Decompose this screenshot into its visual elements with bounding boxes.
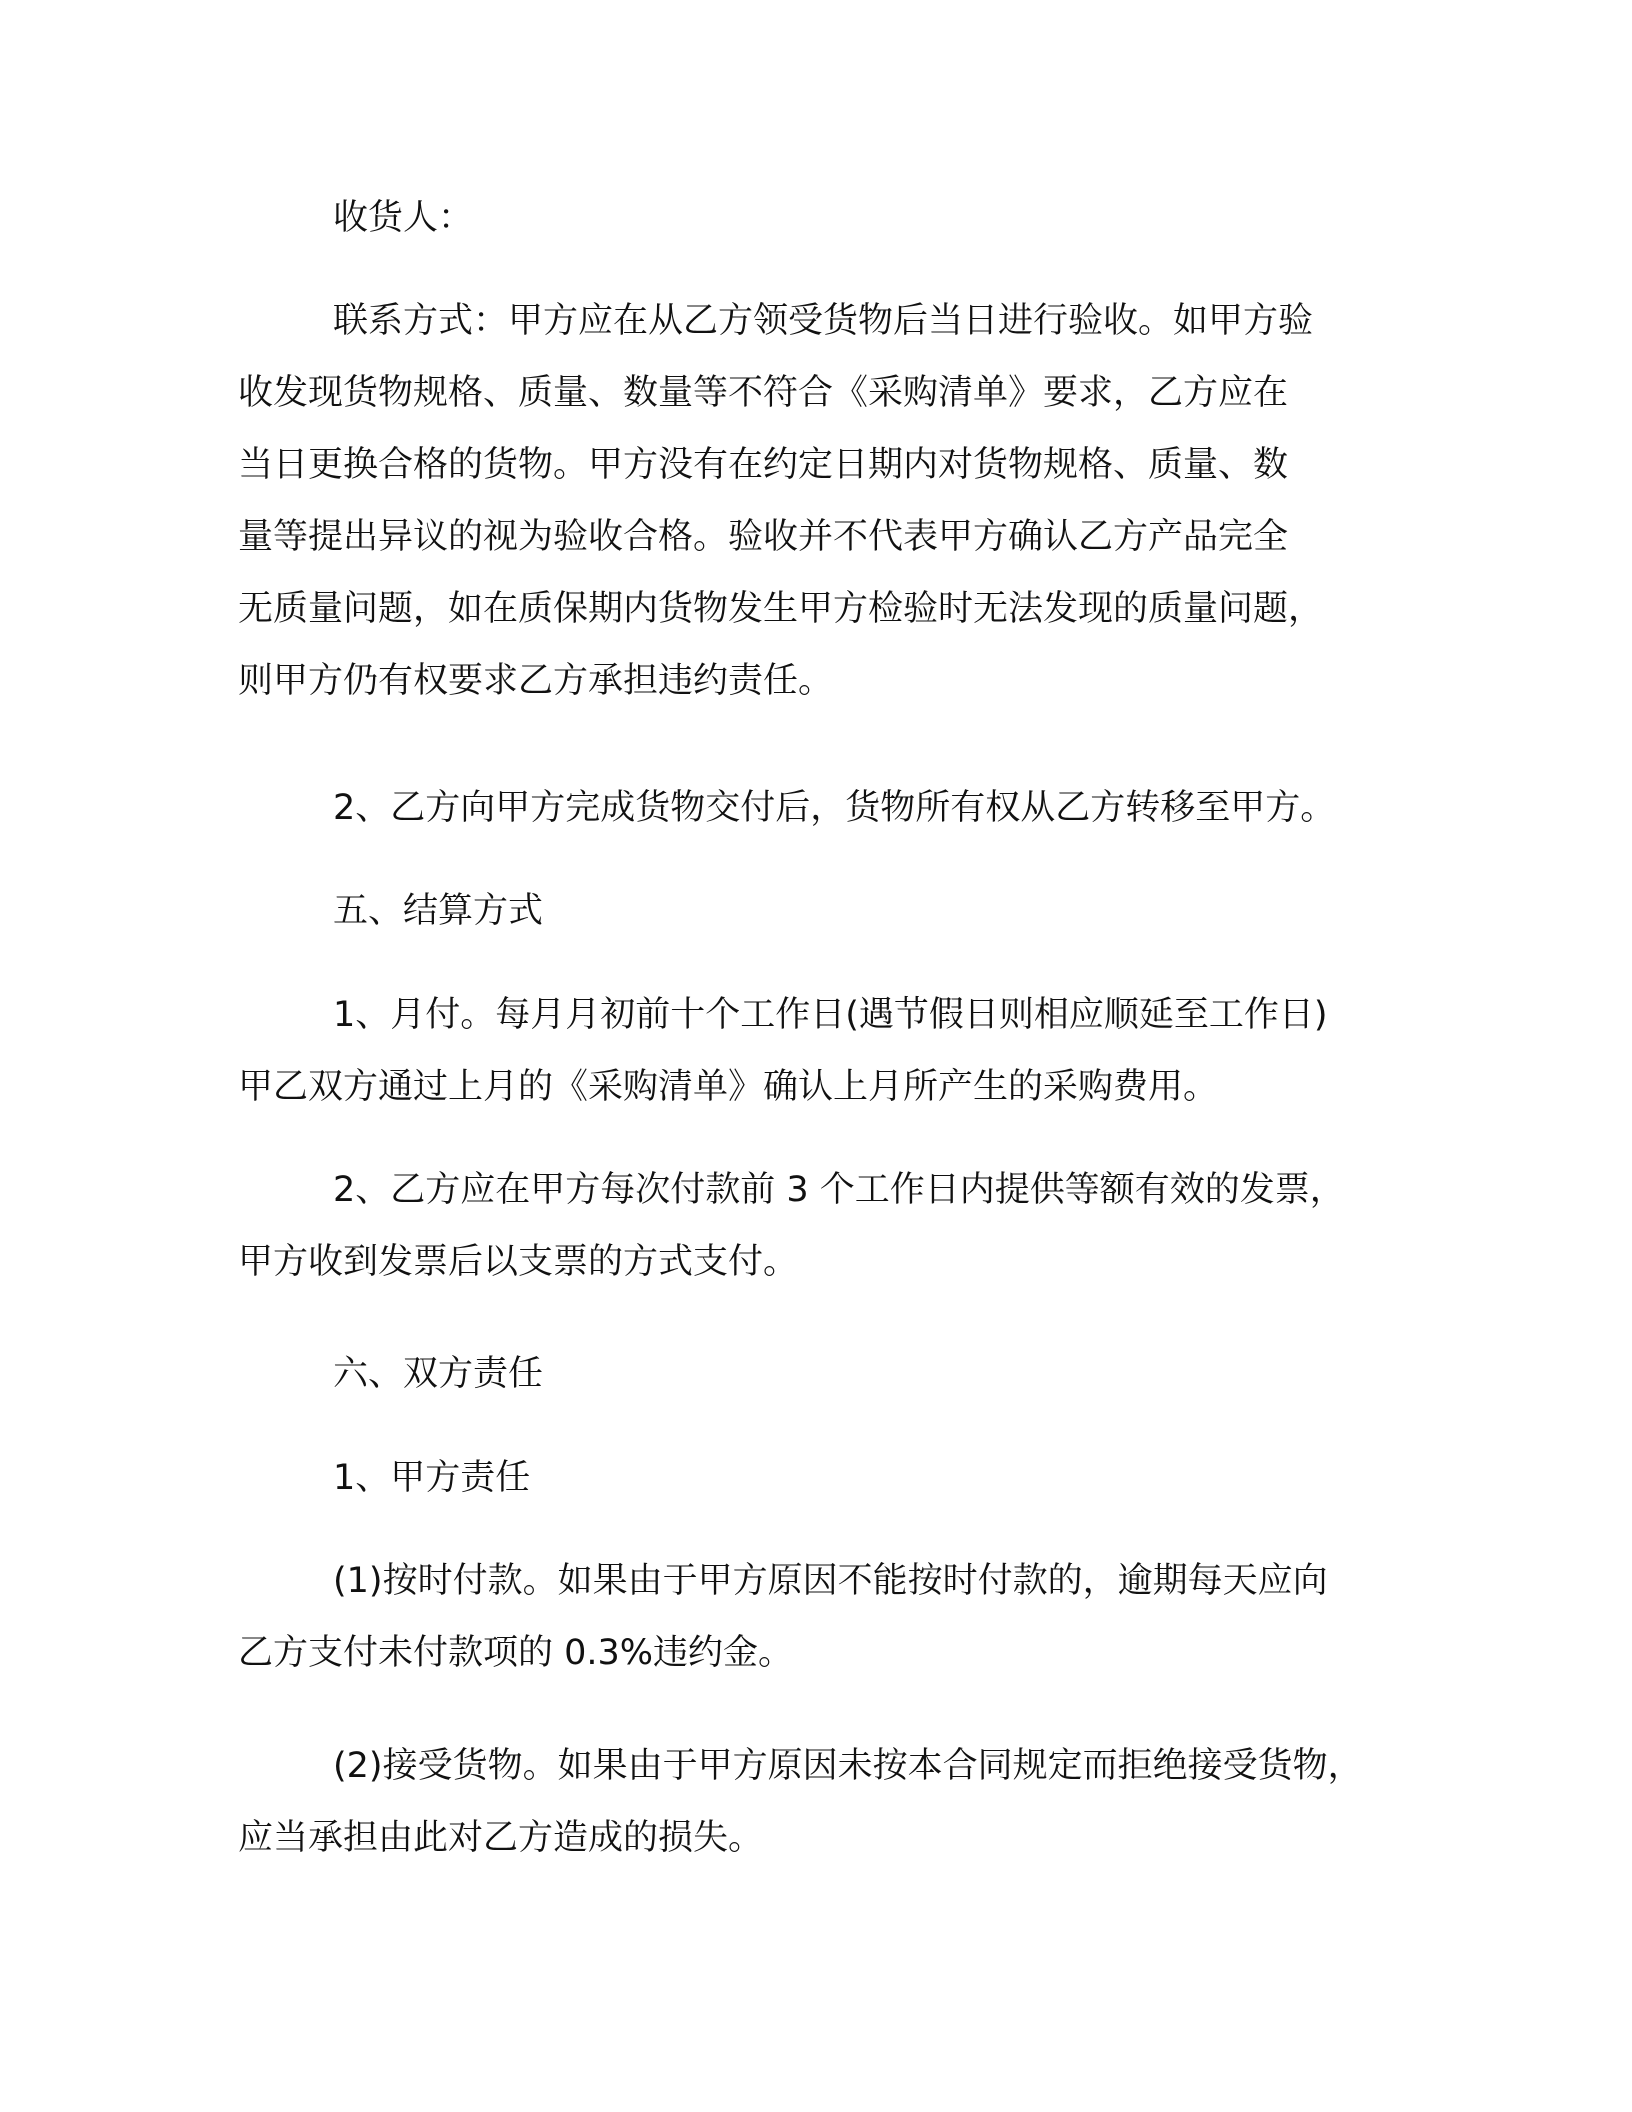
text-line: 量等提出异议的视为验收合格。验收并不代表甲方确认乙方产品完全 [238, 517, 1289, 557]
paragraph-monthly-payment [238, 979, 1328, 1123]
text-line: (1)按时付款。如果由于甲方原因不能按时付款的，逾期每天应向 [333, 1561, 1328, 1601]
text-line: (2)接受货物。如果由于甲方原因未按本合同规定而拒绝接受货物， [333, 1746, 1363, 1786]
section-heading-5 [238, 875, 543, 947]
text-line: 1、甲方责任 [333, 1458, 531, 1498]
paragraph-contact [238, 285, 1323, 717]
text-line: 甲方收到发票后以支票的方式支付。 [238, 1242, 799, 1282]
section-heading-6 [238, 1338, 543, 1410]
paragraph-receiver [238, 182, 473, 254]
text-line: 2、乙方应在甲方每次付款前 3 个工作日内提供等额有效的发票， [333, 1170, 1345, 1210]
text-line: 五、结算方式 [333, 891, 544, 931]
text-line: 2、乙方向甲方完成货物交付后，货物所有权从乙方转移至甲方。 [333, 788, 1336, 828]
text-line: 联系方式：甲方应在从乙方领受货物后当日进行验收。如甲方验 [333, 301, 1314, 341]
text-line: 收货人： [333, 198, 474, 238]
paragraph-invoice [238, 1154, 1345, 1298]
text-line: 则甲方仍有权要求乙方承担违约责任。 [238, 661, 834, 701]
text-line: 无质量问题，如在质保期内货物发生甲方检验时无法发现的质量问题， [238, 589, 1324, 629]
paragraph-party-a-duty [238, 1442, 530, 1514]
paragraph-pay-on-time [238, 1545, 1328, 1689]
text-line: 六、双方责任 [333, 1354, 544, 1394]
text-line: 1、月付。每月月初前十个工作日(遇节假日则相应顺延至工作日) [333, 995, 1328, 1035]
text-line: 当日更换合格的货物。甲方没有在约定日期内对货物规格、质量、数 [238, 445, 1289, 485]
text-line: 应当承担由此对乙方造成的损失。 [238, 1818, 764, 1858]
paragraph-accept-goods [238, 1730, 1363, 1874]
text-line: 甲乙双方通过上月的《采购清单》确认上月所产生的采购费用。 [238, 1067, 1219, 1107]
text-line: 乙方支付未付款项的 0.3%违约金。 [238, 1633, 794, 1673]
text-line: 收发现货物规格、质量、数量等不符合《采购清单》要求，乙方应在 [238, 373, 1289, 413]
paragraph-ownership [238, 772, 1335, 844]
